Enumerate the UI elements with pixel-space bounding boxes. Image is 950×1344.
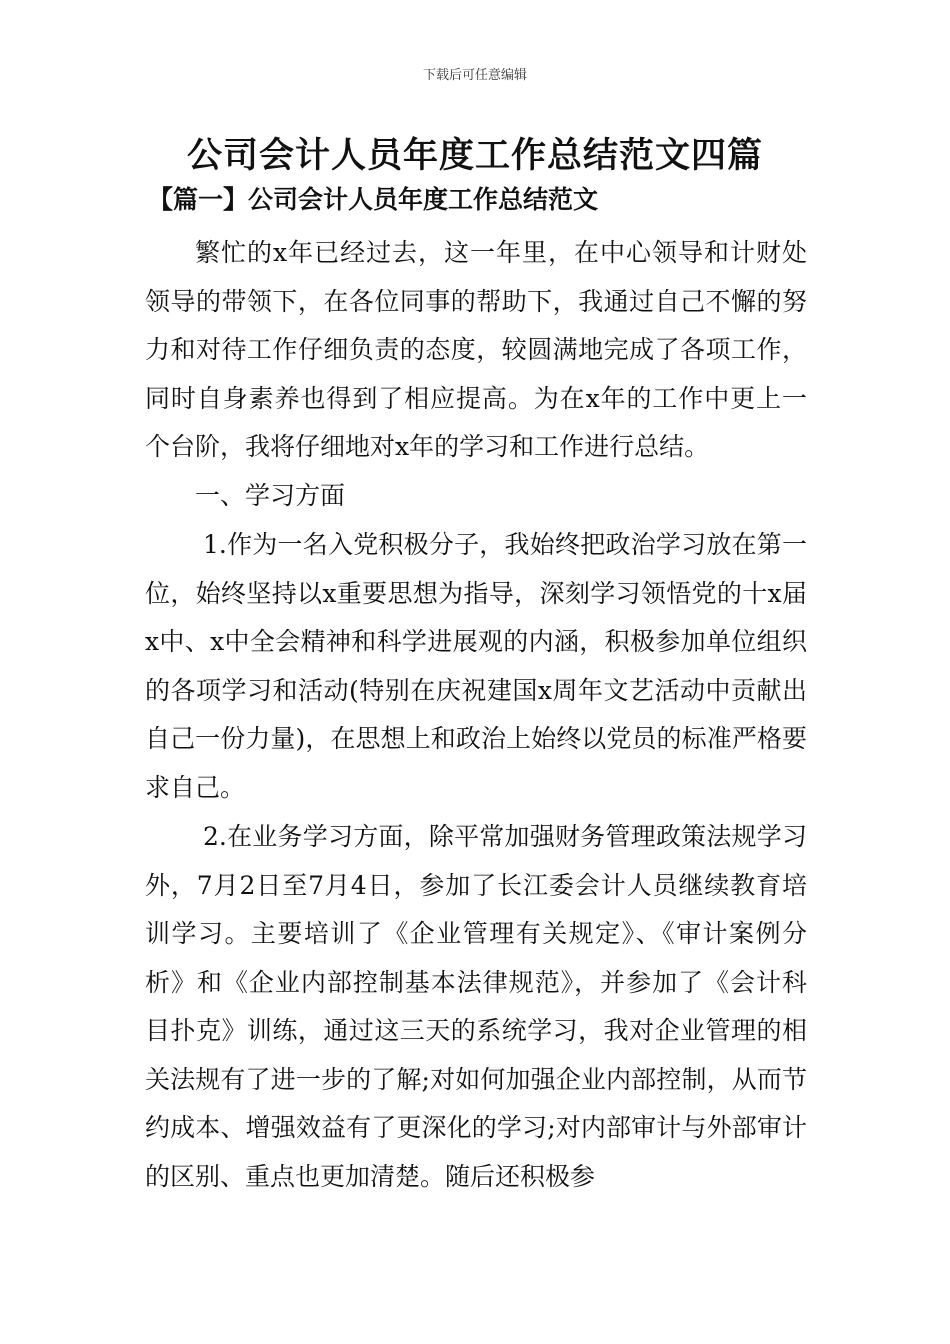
header-note: 下载后可任意编辑 (422, 68, 527, 83)
document-title: 公司会计人员年度工作总结范文四篇 (186, 136, 763, 176)
subheading-study: 一、学习方面 (195, 481, 346, 510)
paragraph-intro: 繁忙的x年已经过去，这一年里，在中心领导和计财处领导的带领下，在各位同事的帮助下，我通过自己不懈的努力和对待工作仔细负责的态度，较圆满地完成了各项工作，同时自身素养也得到了相应提高。为在x年的工作中更上一个台阶，我将仔细地对x年的学习和工作进行总结。 (145, 238, 807, 461)
section-heading: 【篇一】公司会计人员年度工作总结范文 (148, 185, 599, 214)
paragraph-business-study: 2.在业务学习方面，除平常加强财务管理政策法规学习外，7月2日至7月4日，参加了长江委会计人员继续教育培训学习。主要培训了《企业管理有关规定》、《审计案例分析》和《企业内部控制基本法律规范》，并参加了《会计科目扑克》训练，通过这三天的系统学习，我对企业管理的相关法规有了进一步的了解;对如何加强企业内部控制，从而节约成本、增强效益有了更深化的学习;对内部审计与外部审计的区别、重点也更加清楚。随后还积极参 (145, 822, 807, 1191)
paragraph-political-study: 1.作为一名入党积极分子，我始终把政治学习放在第一位，始终坚持以x重要思想为指导，深刻学习领悟党的十x届x中、x中全会精神和科学进展观的内涵，积极参加单位组织的各项学习和活动(特别在庆祝建国x周年文艺活动中贡献出自己一份力量)，在思想上和政治上始终以党员的标准严格要求自己。 (145, 530, 807, 802)
